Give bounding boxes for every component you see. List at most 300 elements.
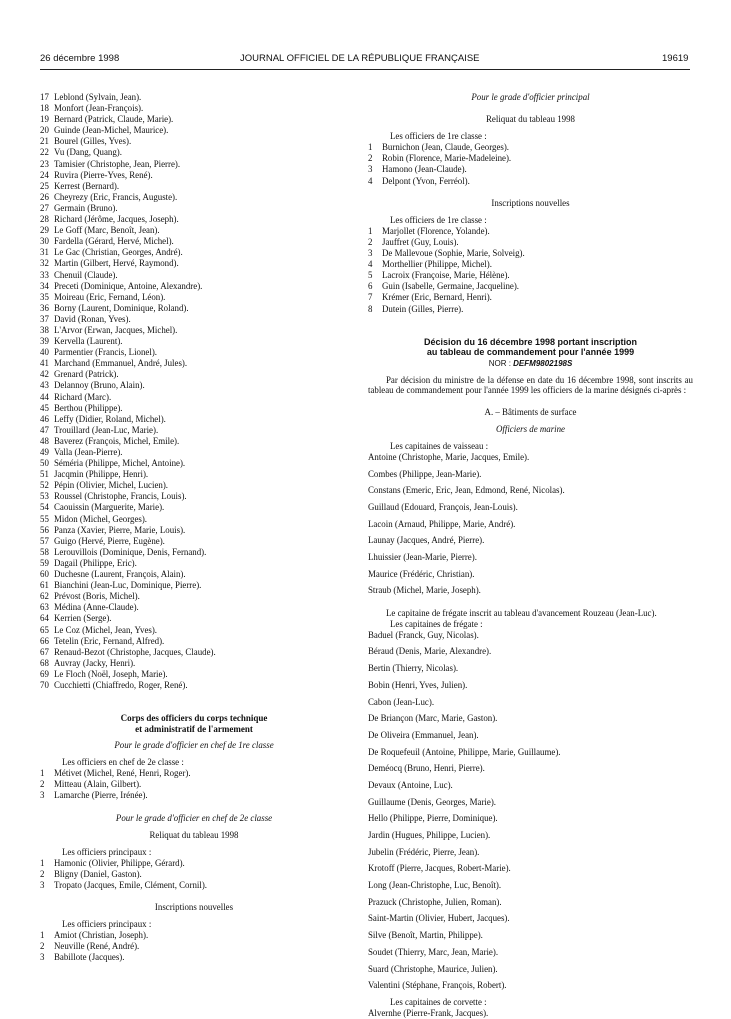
list-item-number: 51: [40, 469, 49, 480]
list-item-number: 52: [40, 480, 49, 491]
list-item: [40, 436, 348, 447]
list-item: [40, 941, 348, 952]
list-item-number: 33: [40, 269, 49, 280]
list-item: [40, 414, 348, 425]
list-item: [40, 225, 348, 236]
list-item: Maurice (Frédéric, Christian).: [368, 568, 475, 579]
list-item-name: Hamono (Jean-Claude).: [382, 164, 467, 175]
list-item-number: 30: [40, 236, 49, 247]
list-item-name: Borny (Laurent, Dominique, Roland).: [54, 302, 189, 313]
list-item-number: 2: [368, 236, 373, 247]
list-item: [368, 281, 693, 292]
list-item-name: Dagail (Philippe, Eric).: [54, 557, 137, 568]
list-item: [40, 125, 348, 136]
list-item-name: Kerrest (Bernard).: [54, 180, 120, 191]
list-item-number: 68: [40, 657, 49, 668]
list-item-name: Richard (Jérôme, Jacques, Joseph).: [54, 214, 179, 225]
grade1-subheading: Les officiers en chef de 2e classe :: [62, 757, 184, 768]
cap-vaisseau-heading: Les capitaines de vaisseau :: [390, 440, 489, 451]
list-item-number: 59: [40, 557, 49, 568]
list-item-number: 57: [40, 535, 49, 546]
list-item-number: 63: [40, 602, 49, 613]
list-item-number: 43: [40, 380, 49, 391]
list-item: [40, 625, 348, 636]
list-item-name: Prévost (Boris, Michel).: [54, 591, 140, 602]
corps-title-line-2: et administratif de l'armement: [135, 723, 253, 734]
list-item-number: 27: [40, 202, 49, 213]
list-item-number: 38: [40, 324, 49, 335]
list-item: Saint-Martin (Olivier, Hubert, Jacques).: [368, 913, 510, 924]
list-item: [40, 480, 348, 491]
principal-reliquat: Reliquat du tableau 1998: [486, 114, 575, 125]
list-item-number: 58: [40, 546, 49, 557]
header-journal-title: JOURNAL OFFICIEL DE LA RÉPUBLIQUE FRANÇAISE: [240, 53, 480, 64]
list-item-number: 3: [40, 790, 45, 801]
list-item: Launay (Jacques, André, Pierre).: [368, 535, 485, 546]
list-item: Soudet (Thierry, Marc, Jean, Marie).: [368, 946, 499, 957]
list-item-name: Preceti (Dominique, Antoine, Alexandre).: [54, 280, 203, 291]
list-item: [40, 658, 348, 669]
list-item-number: 1: [368, 225, 373, 236]
fregate-list: [368, 630, 693, 992]
list-item: [40, 858, 348, 869]
list-item-name: Ruvira (Pierre-Yves, René).: [54, 169, 153, 180]
list-item-name: Lamarche (Pierre, Irénée).: [54, 790, 148, 801]
list-item-number: 2: [368, 153, 373, 164]
list-item-name: Neuville (René, André).: [54, 941, 140, 952]
list-item-name: Amiot (Christian, Joseph).: [54, 930, 149, 941]
list-item-number: 8: [368, 303, 373, 314]
list-item-name: Duchesne (Laurent, François, Alain).: [54, 569, 186, 580]
list-item-number: 60: [40, 569, 49, 580]
list-item: [40, 270, 348, 281]
list-item-number: 17: [40, 92, 49, 102]
list-item-number: 1: [40, 857, 45, 868]
list-item-number: 31: [40, 247, 49, 258]
list-item-number: 46: [40, 413, 49, 424]
list-item-name: Le Gac (Christian, Georges, André).: [54, 247, 183, 258]
list-item-number: 69: [40, 668, 49, 679]
list-item-number: 19: [40, 114, 49, 125]
section-a-heading: A. – Bâtiments de surface: [484, 406, 577, 417]
list-item-name: Delpont (Yvon, Ferréol).: [382, 175, 470, 186]
list-item: [40, 458, 348, 469]
list-item-number: 4: [368, 175, 373, 186]
list-item-number: 32: [40, 258, 49, 269]
list-item-name: Kervella (Laurent).: [54, 336, 123, 347]
nor-code: DEFM9802198S: [513, 358, 573, 368]
list-item-name: Richard (Marc).: [54, 391, 112, 402]
list-item-name: Vu (Dang, Quang).: [54, 147, 122, 158]
list-item: [40, 680, 348, 691]
promotion-list-continued: [40, 92, 348, 691]
grade2-list-1: [40, 858, 348, 891]
list-item-name: Krémer (Eric, Bernard, Henri).: [382, 292, 492, 303]
grade2-subheading-1: Les officiers principaux :: [62, 846, 152, 857]
list-item: Guillaud (Edouard, François, Jean-Louis).: [368, 502, 518, 513]
list-item: [40, 536, 348, 547]
list-item: Straub (Michel, Marie, Joseph).: [368, 585, 481, 596]
list-item: De Roquefeuil (Antoine, Philippe, Marie, Guillaume).: [368, 746, 561, 757]
list-item-number: 55: [40, 513, 49, 524]
list-item: Bobin (Henri, Yves, Julien).: [368, 679, 468, 690]
decision-title-line-2: au tableau de commandement pour l'année 1999: [426, 347, 635, 358]
list-item: [40, 92, 348, 103]
list-item-number: 49: [40, 447, 49, 457]
list-item: [40, 880, 348, 891]
list-item-name: Séméria (Philippe, Michel, Antoine).: [54, 458, 186, 469]
list-item: [40, 392, 348, 403]
list-item: [368, 248, 693, 259]
list-item: Jubelin (Frédéric, Pierre, Jean).: [368, 846, 480, 857]
list-item-number: 61: [40, 580, 49, 591]
list-item-number: 7: [368, 292, 373, 303]
list-item: [40, 170, 348, 181]
list-item-name: Dutein (Gilles, Pierre).: [382, 303, 464, 314]
list-item: Prazuck (Christophe, Julien, Roman).: [368, 896, 502, 907]
list-item: [40, 292, 348, 303]
list-item-name: Guin (Isabelle, Germaine, Jacqueline).: [382, 281, 520, 292]
list-item-name: Le Coz (Michel, Jean, Yves).: [54, 624, 158, 635]
list-item: [40, 236, 348, 247]
list-item-name: Morthellier (Philippe, Michel).: [382, 259, 492, 270]
list-item: Cabon (Jean-Luc).: [368, 696, 435, 707]
list-item: [40, 159, 348, 170]
left-column: [40, 92, 348, 964]
list-item: [40, 369, 348, 380]
list-item-number: 29: [40, 225, 49, 236]
list-item-number: 20: [40, 125, 49, 136]
list-item: Devaux (Antoine, Luc).: [368, 779, 453, 790]
list-item: Valentini (Stéphane, François, Robert).: [368, 980, 507, 991]
list-item-name: Burnichon (Jean, Claude, Georges).: [382, 142, 510, 153]
list-item-number: 64: [40, 613, 49, 624]
list-item-name: Leffy (Didier, Roland, Michel).: [54, 413, 166, 424]
list-item: [40, 114, 348, 125]
list-item-name: Le Goff (Marc, Benoît, Jean).: [54, 225, 160, 236]
principal-subheading-2: Les officiers de 1re classe :: [390, 214, 487, 225]
list-item: Alvernhe (Pierre-Frank, Jacques).: [368, 1007, 489, 1018]
list-item: Lacoin (Arnaud, Philippe, Marie, André).: [368, 518, 516, 529]
list-item-number: 53: [40, 491, 49, 502]
list-item: [368, 270, 693, 281]
list-item: [40, 930, 348, 941]
list-item: [40, 303, 348, 314]
list-item: [40, 380, 348, 391]
list-item-number: 2: [40, 779, 45, 790]
list-item-number: 44: [40, 391, 49, 402]
list-item: [368, 176, 693, 187]
list-item-number: 1: [368, 142, 373, 153]
list-item: Béraud (Denis, Marie, Alexandre).: [368, 646, 492, 657]
corps-title-line-1: Corps des officiers du corps technique: [120, 713, 268, 724]
list-item-number: 26: [40, 191, 49, 202]
list-item: [40, 768, 348, 779]
list-item-name: Cucchietti (Chiaffredo, Roger, René).: [54, 679, 188, 690]
list-item-name: Valla (Jean-Pierre).: [54, 447, 123, 457]
list-item: [40, 547, 348, 558]
list-item: Combes (Philippe, Jean-Marie).: [368, 468, 482, 479]
list-item: [40, 181, 348, 192]
list-item: Deméocq (Bruno, Henri, Pierre).: [368, 763, 485, 774]
cap-fregate-heading: Les capitaines de frégate :: [390, 618, 483, 629]
list-item-name: Pépin (Olivier, Michel, Lucien).: [54, 480, 169, 491]
list-item-number: 62: [40, 591, 49, 602]
list-item-name: Robin (Florence, Marie-Madeleine).: [382, 153, 512, 164]
nor-label: NOR :: [488, 358, 511, 368]
list-item-name: L'Arvor (Erwan, Jacques, Michel).: [54, 324, 178, 335]
list-item: Long (Jean-Christophe, Luc, Benoît).: [368, 880, 502, 891]
list-item-number: 37: [40, 313, 49, 324]
list-item: [368, 292, 693, 303]
list-item: [40, 525, 348, 536]
list-item: De Briançon (Marc, Marie, Gaston).: [368, 713, 498, 724]
list-item-name: Fardella (Gérard, Hervé, Michel).: [54, 236, 174, 247]
list-item-name: Cheyrezy (Eric, Francis, Auguste).: [54, 191, 178, 202]
list-item: [40, 214, 348, 225]
list-item-number: 35: [40, 291, 49, 302]
list-item-number: 1: [40, 768, 45, 779]
decision-title: [368, 337, 693, 358]
corvette-list: [368, 1008, 693, 1019]
list-item: [40, 952, 348, 963]
list-item-name: Guigo (Hervé, Pierre, Eugène).: [54, 535, 165, 546]
list-item-name: Métivet (Michel, René, Henri, Roger).: [54, 768, 191, 779]
list-item-number: 50: [40, 458, 49, 469]
list-item: [40, 514, 348, 525]
list-item: [40, 447, 348, 458]
list-item-number: 2: [40, 941, 45, 952]
list-item-name: De Mallevoue (Sophie, Marie, Solveig).: [382, 248, 525, 259]
list-item-number: 34: [40, 280, 49, 291]
list-item-number: 54: [40, 502, 49, 513]
list-item-number: 41: [40, 358, 49, 369]
list-item: [40, 790, 348, 801]
header-divider: [40, 69, 690, 70]
list-item-number: 23: [40, 158, 49, 169]
list-item: [40, 613, 348, 624]
list-item-number: 18: [40, 103, 49, 114]
list-item-name: Monfort (Jean-François).: [54, 103, 144, 114]
list-item: Suard (Christophe, Maurice, Julien).: [368, 963, 498, 974]
list-item-name: Tropato (Jacques, Emile, Clément, Cornil).: [54, 880, 207, 890]
list-item-name: Berthou (Philippe).: [54, 402, 123, 413]
list-item: Hello (Philippe, Pierre, Dominique).: [368, 813, 498, 824]
list-item: [40, 669, 348, 680]
list-item: [40, 136, 348, 147]
list-item: [40, 491, 348, 502]
grade2-reliquat: Reliquat du tableau 1998: [149, 829, 239, 840]
list-item-number: 22: [40, 147, 49, 158]
list-item: Silve (Benoît, Martin, Philippe).: [368, 930, 483, 941]
list-item-number: 5: [368, 270, 373, 281]
fregate-note: Le capitaine de frégate inscrit au tableau d'avancement Rouzeau (Jean-Luc).: [386, 608, 657, 619]
header-page-number: 19619: [662, 53, 689, 64]
list-item-name: Kerrien (Serge).: [54, 613, 112, 624]
list-item-name: Roussel (Christophe, Francis, Louis).: [54, 491, 187, 502]
decision-title-line-1: Décision du 16 décembre 1998 portant inscription: [423, 336, 638, 347]
list-item-number: 3: [368, 248, 373, 259]
principal-grade-heading: Pour le grade d'officier principal: [471, 92, 590, 102]
list-item: De Oliveira (Emmanuel, Jean).: [368, 729, 479, 740]
list-item: [40, 425, 348, 436]
list-item: [40, 636, 348, 647]
list-item-number: 3: [40, 952, 45, 963]
list-item-number: 4: [368, 259, 373, 270]
list-item-name: Mitteau (Alain, Gilbert).: [54, 779, 142, 790]
list-item-name: Grenard (Patrick).: [54, 369, 119, 380]
list-item-name: Auvray (Jacky, Henri).: [54, 657, 136, 668]
list-item: [40, 591, 348, 602]
list-item-name: Panza (Xavier, Pierre, Marie, Louis).: [54, 524, 186, 535]
list-item-number: 56: [40, 524, 49, 535]
list-item-number: 1: [40, 930, 45, 941]
list-item-name: Chenuil (Claude).: [54, 269, 118, 280]
list-item-name: Médina (Anne-Claude).: [54, 602, 139, 613]
list-item-number: 24: [40, 169, 49, 180]
list-item: [368, 304, 693, 315]
list-item-name: Bligny (Daniel, Gaston).: [54, 868, 142, 879]
list-item: Jardin (Hugues, Philippe, Lucien).: [368, 830, 491, 840]
decision-paragraph: Par décision du ministre de la défense en date du 16 décembre 1998, sont inscrits au tableau de commandement pour l'année 1999 les officiers de la marine désignés ci-après :: [368, 374, 693, 396]
grade1-list: [40, 768, 348, 801]
list-item: [40, 192, 348, 203]
list-item-name: Renaud-Bezot (Christophe, Jacques, Claude).: [54, 646, 216, 657]
list-item-number: 40: [40, 347, 49, 358]
list-item-number: 2: [40, 868, 45, 879]
list-item: Bertin (Thierry, Nicolas).: [368, 663, 459, 674]
list-item-name: Jauffret (Guy, Louis).: [382, 236, 459, 247]
list-item-number: 65: [40, 624, 49, 635]
list-item-name: Bourel (Gilles, Yves).: [54, 136, 132, 147]
vaisseau-list: [368, 452, 693, 597]
list-item: [368, 164, 693, 175]
list-item: [40, 314, 348, 325]
grade1-heading: Pour le grade d'officier en chef de 1re classe: [114, 740, 274, 751]
list-item-number: 39: [40, 336, 49, 347]
list-item-name: Parmentier (Francis, Lionel).: [54, 347, 158, 358]
principal-inscriptions: Inscriptions nouvelles: [491, 197, 570, 208]
list-item-name: Caouissin (Marguerite, Marie).: [54, 502, 165, 513]
grade2-list-2: [40, 930, 348, 963]
list-item-number: 42: [40, 369, 49, 380]
list-item-number: 70: [40, 679, 49, 690]
list-item: [40, 403, 348, 414]
list-item: [40, 325, 348, 336]
list-item-name: Martin (Gilbert, Hervé, Raymond).: [54, 258, 179, 269]
list-item: [40, 336, 348, 347]
list-item-number: 47: [40, 424, 49, 435]
principal-list-2: [368, 226, 693, 315]
page-header: [0, 53, 731, 67]
list-item-number: 48: [40, 435, 49, 446]
list-item: Constans (Emeric, Eric, Jean, Edmond, René, Nicolas).: [368, 485, 565, 496]
list-item-name: Marchand (Emmanuel, André, Jules).: [54, 358, 188, 369]
list-item: [40, 647, 348, 658]
list-item-number: 36: [40, 302, 49, 313]
right-column: [368, 92, 693, 1019]
list-item-number: 21: [40, 136, 49, 147]
list-item: [40, 147, 348, 158]
list-item: [368, 142, 693, 153]
officiers-marine-heading: Officiers de marine: [495, 423, 565, 434]
list-item: [40, 869, 348, 880]
list-item: [368, 153, 693, 164]
list-item: Guillaume (Denis, Georges, Marie).: [368, 796, 496, 807]
list-item: [368, 259, 693, 270]
list-item: [40, 281, 348, 292]
list-item-number: 3: [40, 880, 45, 890]
list-item-number: 66: [40, 635, 49, 646]
list-item-name: Leblond (Sylvain, Jean).: [54, 92, 142, 102]
list-item-name: Lerouvillois (Dominique, Denis, Fernand).: [54, 546, 207, 557]
principal-list-1: [368, 142, 693, 186]
grade2-subheading-2: Les officiers principaux :: [62, 919, 152, 930]
list-item-name: Le Floch (Noël, Joseph, Marie).: [54, 668, 168, 679]
list-item: [40, 258, 348, 269]
list-item: Baduel (Franck, Guy, Nicolas).: [368, 629, 479, 640]
list-item: [40, 469, 348, 480]
list-item: [40, 580, 348, 591]
list-item: [368, 226, 693, 237]
list-item: Antoine (Christophe, Marie, Jacques, Emile).: [368, 451, 530, 462]
list-item: [40, 558, 348, 569]
list-item-name: Jacqmin (Philippe, Henri).: [54, 469, 149, 480]
principal-subheading-1: Les officiers de 1re classe :: [390, 131, 487, 142]
list-item-name: David (Ronan, Yves).: [54, 313, 131, 324]
list-item-name: Hamonic (Olivier, Philippe, Gérard).: [54, 857, 185, 868]
list-item: [40, 347, 348, 358]
list-item-name: Baverez (François, Michel, Emile).: [54, 435, 180, 446]
nor-reference: [368, 358, 693, 369]
list-item-name: Midon (Michel, Georges).: [54, 513, 148, 524]
list-item-number: 25: [40, 180, 49, 191]
list-item: [40, 103, 348, 114]
list-item-name: Germain (Bruno).: [54, 202, 118, 213]
list-item: [40, 203, 348, 214]
list-item-name: Bernard (Patrick, Claude, Marie).: [54, 114, 174, 125]
list-item-name: Tetelin (Eric, Fernand, Alfred).: [54, 635, 165, 646]
list-item-number: 67: [40, 646, 49, 657]
list-item-name: Tamisier (Christophe, Jean, Pierre).: [54, 158, 181, 169]
list-item: [368, 237, 693, 248]
list-item: [40, 358, 348, 369]
list-item-name: Babillote (Jacques).: [54, 952, 125, 963]
list-item: [40, 779, 348, 790]
grade2-inscriptions: Inscriptions nouvelles: [154, 902, 234, 913]
list-item-name: Trouillard (Jean-Luc, Marie).: [54, 424, 159, 435]
header-date: 26 décembre 1998: [40, 53, 120, 64]
list-item-name: Bianchini (Jean-Luc, Dominique, Pierre).: [54, 580, 202, 591]
list-item: [40, 502, 348, 513]
cap-corvette-heading: Les capitaines de corvette :: [390, 996, 487, 1007]
list-item-name: Delannoy (Bruno, Alain).: [54, 380, 145, 391]
list-item: [40, 569, 348, 580]
list-item-number: 45: [40, 402, 49, 413]
grade2-heading: Pour le grade d'officier en chef de 2e classe: [115, 812, 273, 823]
list-item-name: Lacroix (Françoise, Marie, Hélène).: [382, 270, 510, 281]
list-item-name: Moireau (Eric, Fernand, Léon).: [54, 291, 166, 302]
corps-title: [40, 713, 348, 734]
list-item-number: 28: [40, 214, 49, 225]
list-item-name: Guinde (Jean-Michel, Maurice).: [54, 125, 169, 136]
list-item-name: Marjollet (Florence, Yolande).: [382, 225, 490, 236]
list-item-number: 6: [368, 281, 373, 292]
list-item-number: 3: [368, 164, 373, 175]
list-item: [40, 602, 348, 613]
list-item: Lhuissier (Jean-Marie, Pierre).: [368, 552, 477, 563]
list-item: [40, 247, 348, 258]
